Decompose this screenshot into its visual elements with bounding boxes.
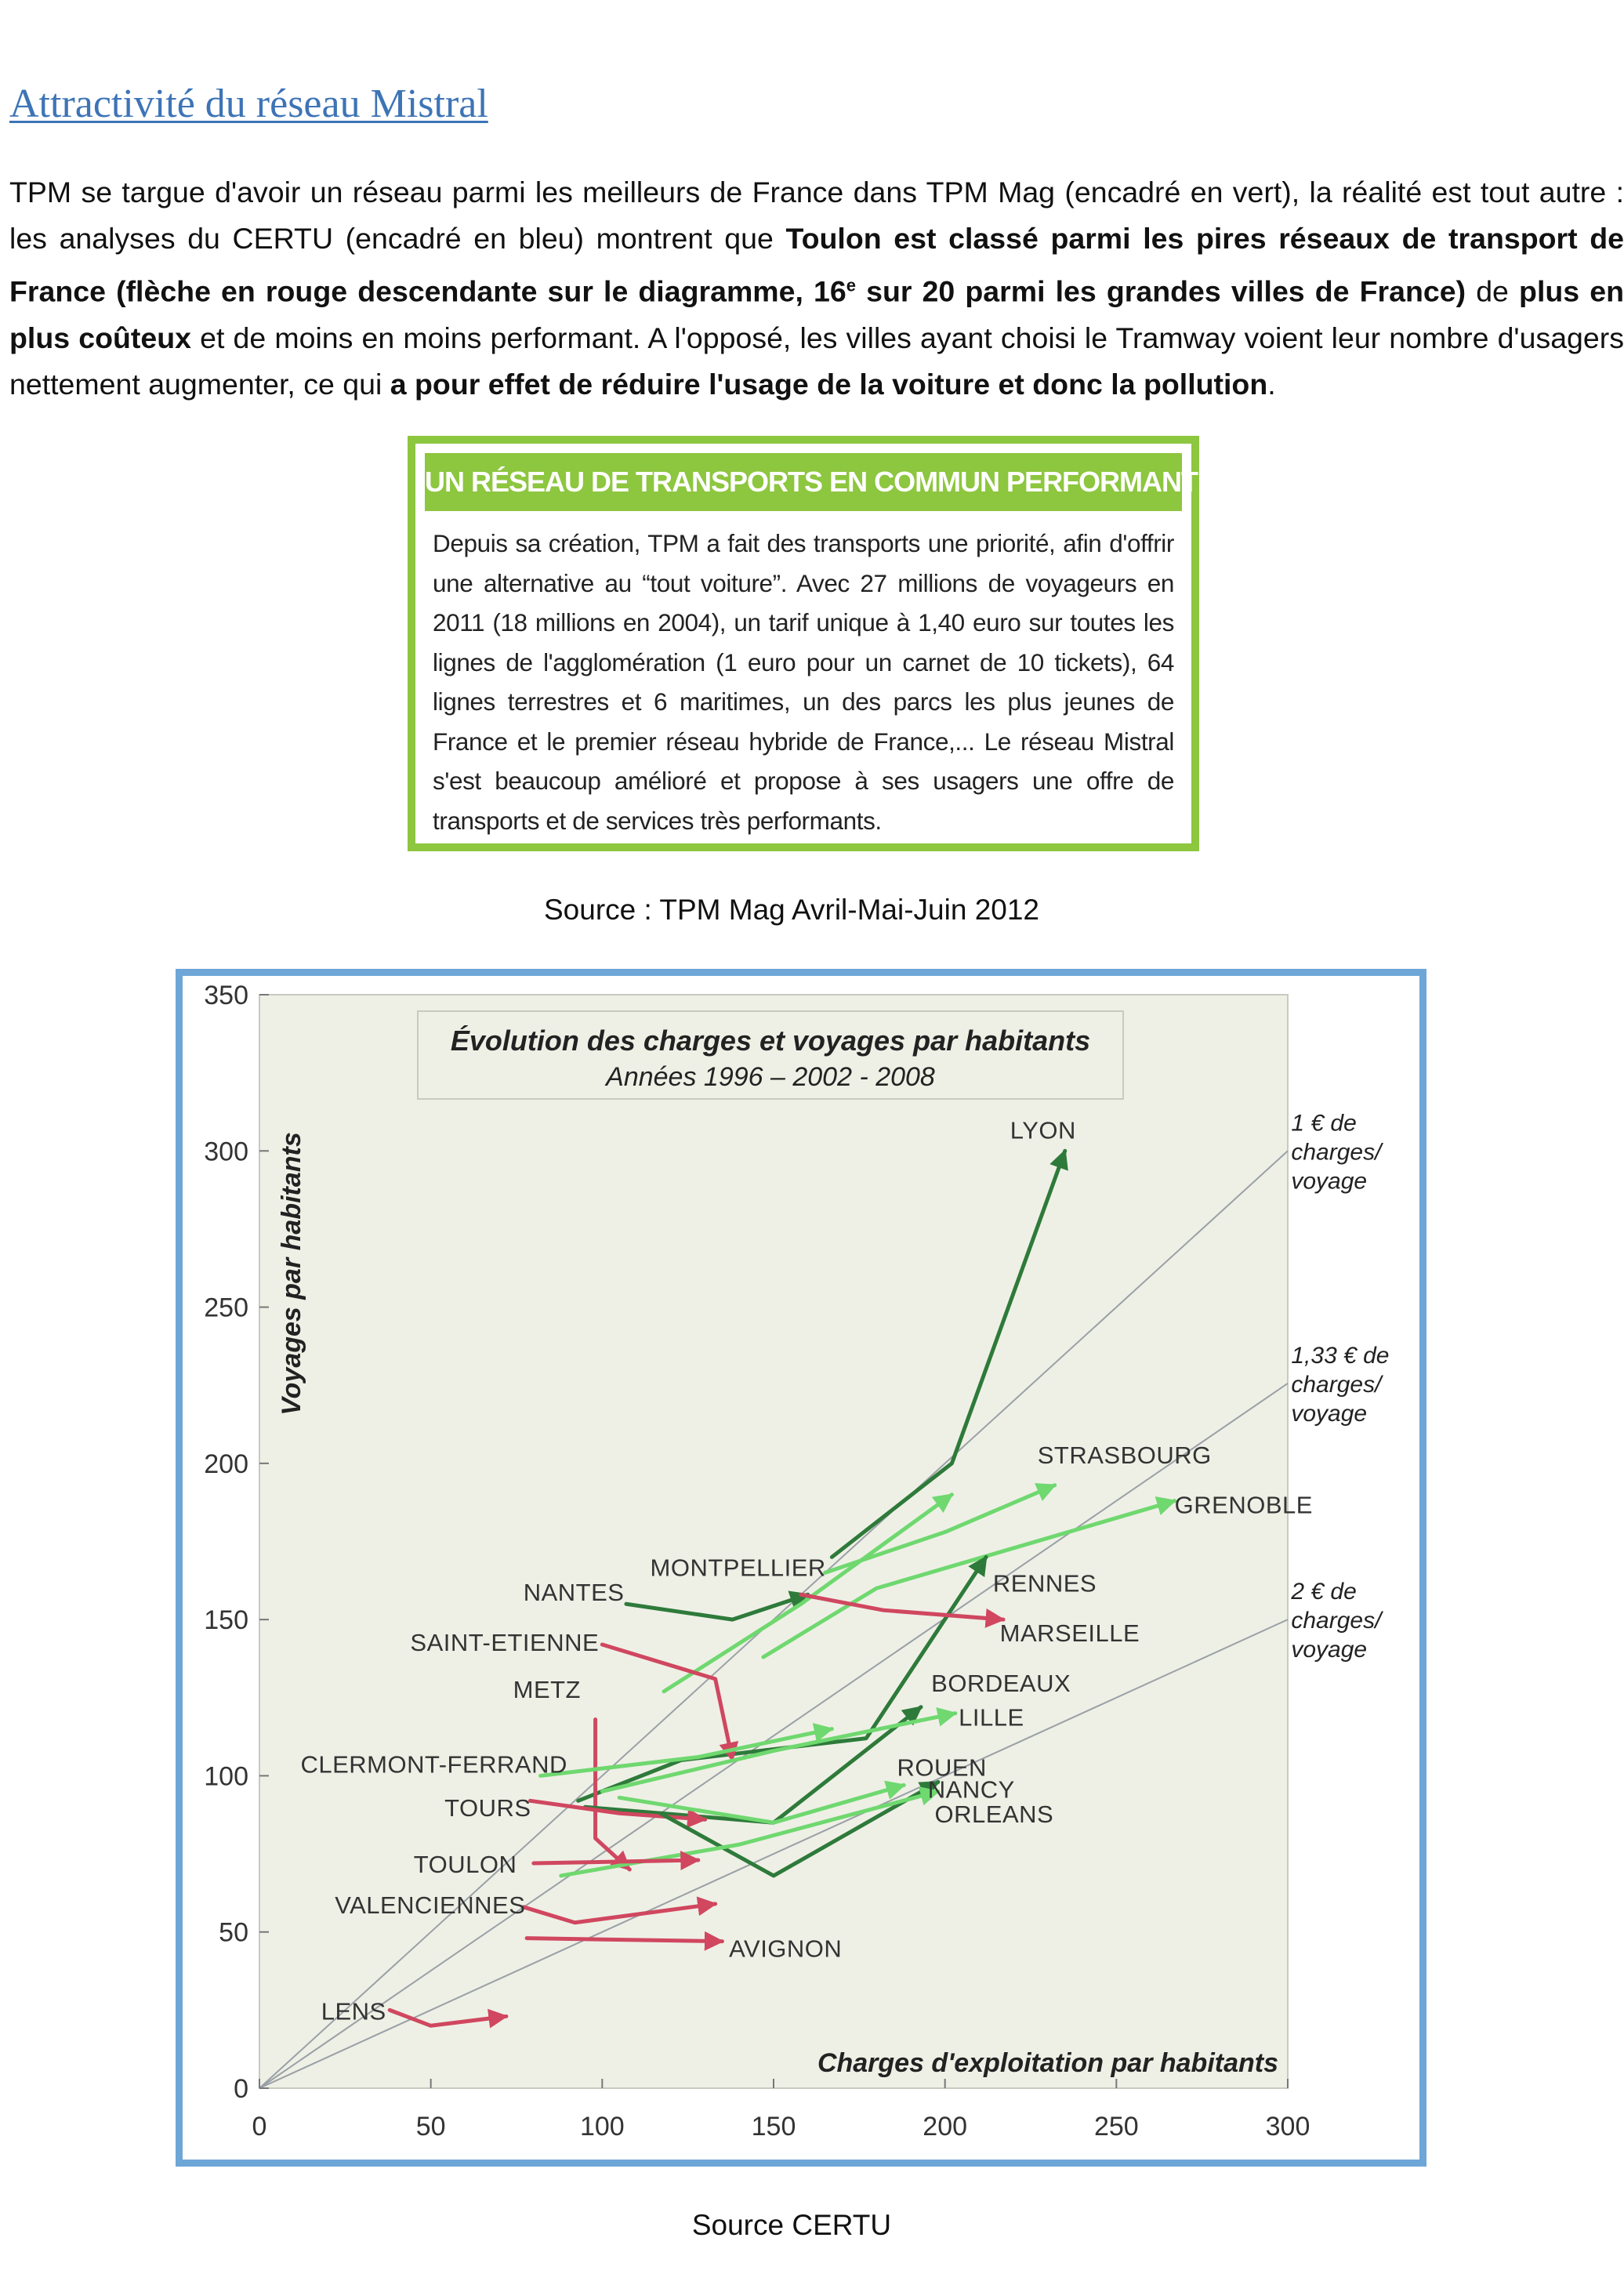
city-label: VALENCIENNES <box>335 1891 526 1919</box>
source-tpm-caption: Source : TPM Mag Avril-Mai-Juin 2012 <box>544 894 1039 926</box>
page-title: Attractivité du réseau Mistral <box>9 82 488 126</box>
intro-bold: plus en plus coûteux <box>9 274 1624 354</box>
city-label: METZ <box>513 1675 582 1703</box>
intro-bold: a pour effet de réduire l'usage de la voiture et donc la pollution <box>390 367 1268 401</box>
reference-line-label: 1 € de charges/ voyage <box>1291 1110 1382 1195</box>
intro-paragraph <box>9 169 1624 408</box>
intro-text: . <box>1267 367 1276 401</box>
intro-sup: e <box>846 275 856 295</box>
city-label: NANTES <box>523 1579 625 1607</box>
y-tick-label: 0 <box>234 2074 248 2104</box>
city-label: GRENOBLE <box>1174 1491 1313 1519</box>
certu-chart <box>183 976 1419 2160</box>
reference-line-label: 1,33 € de charges/ voyage <box>1291 1342 1390 1427</box>
y-tick-label: 50 <box>219 1917 248 1948</box>
chart-title: Évolution des charges et voyages par habitants <box>450 1025 1091 1057</box>
city-label: ROUEN <box>897 1753 987 1782</box>
y-tick-label: 200 <box>204 1449 248 1479</box>
city-label: RENNES <box>992 1569 1097 1598</box>
y-tick-label: 300 <box>204 1137 248 1167</box>
x-tick-label: 200 <box>923 2112 968 2141</box>
city-label: SAINT-ETIENNE <box>410 1629 600 1656</box>
city-label: TOULON <box>413 1850 517 1878</box>
x-axis-label: Charges d'exploitation par habitants <box>817 2048 1278 2078</box>
chart-subtitle: Années 1996 – 2002 - 2008 <box>606 1062 935 1092</box>
x-tick-label: 250 <box>1093 2112 1139 2141</box>
city-label: LILLE <box>959 1703 1024 1732</box>
y-tick-label: 350 <box>204 981 248 1010</box>
x-tick-label: 100 <box>579 2112 625 2141</box>
city-label: MONTPELLIER <box>650 1554 826 1582</box>
city-label: CLERMONT-FERRAND <box>300 1750 567 1779</box>
intro-text: de <box>1466 274 1520 308</box>
tpm-box-body: Depuis sa création, TPM a fait des transports une priorité, afin d'offrir une alternative au “tout voiture”. Avec 27 millions de voyageurs en 2011 (18 millions en 2004), un tarif unique à 1,40 euro sur toutes les lignes de l'agglomération (1 euro pour un carnet de 10 tickets), 64 lignes terrestres et 6 maritimes, un des parcs les plus jeunes de France et le premier réseau hybride de France,... Le réseau Mistral s'est beaucoup amélioré et propose à ses usagers une offre de transports et de services très performants. <box>433 529 1174 835</box>
y-tick-label: 100 <box>204 1761 248 1792</box>
x-tick-label: 300 <box>1265 2112 1310 2141</box>
city-label: STRASBOURG <box>1037 1441 1212 1469</box>
city-label: MARSEILLE <box>999 1619 1140 1648</box>
reference-line-label: 2 € de charges/ voyage <box>1291 1579 1382 1663</box>
tpm-box-header: UN RÉSEAU DE TRANSPORTS EN COMMUN PERFORMANT <box>425 453 1182 511</box>
x-tick-label: 0 <box>252 2112 267 2141</box>
intro-text: TPM se targue d'avoir un réseau parmi les meilleurs de France dans TPM Mag (encadré en vert), la réalité est tout autre : les analyses du CERTU (encadré en bleu) montrent que <box>9 176 1624 255</box>
plot-area <box>259 995 1288 2088</box>
y-tick-label: 150 <box>204 1605 248 1636</box>
tpm-mag-excerpt <box>408 436 1199 851</box>
city-label: ORLEANS <box>934 1801 1054 1829</box>
intro-bold: Toulon est classé parmi les pires réseaux de transport de France (flèche en rouge descendante sur le diagramme, 16 <box>9 222 1624 308</box>
intro-text: et de moins en moins performant. A l'opposé, les villes ayant choisi le Tramway voient leur nombre d'usagers nettement augmenter, ce qui <box>9 321 1624 401</box>
source-certu-caption: Source CERTU <box>691 2209 892 2241</box>
y-axis-label: Voyages par habitants <box>277 1132 306 1416</box>
city-label: LENS <box>321 1997 386 2025</box>
city-label: LYON <box>1010 1116 1076 1144</box>
y-tick-label: 250 <box>204 1293 248 1323</box>
x-tick-label: 150 <box>751 2112 796 2141</box>
x-tick-label: 50 <box>415 2112 446 2141</box>
city-label: AVIGNON <box>729 1935 843 1963</box>
certu-chart-frame <box>176 969 1426 2167</box>
city-label: NANCY <box>927 1775 1015 1804</box>
city-label: TOURS <box>444 1794 531 1822</box>
city-label: BORDEAUX <box>931 1669 1071 1697</box>
intro-bold: sur 20 parmi les grandes villes de France) <box>855 274 1466 308</box>
